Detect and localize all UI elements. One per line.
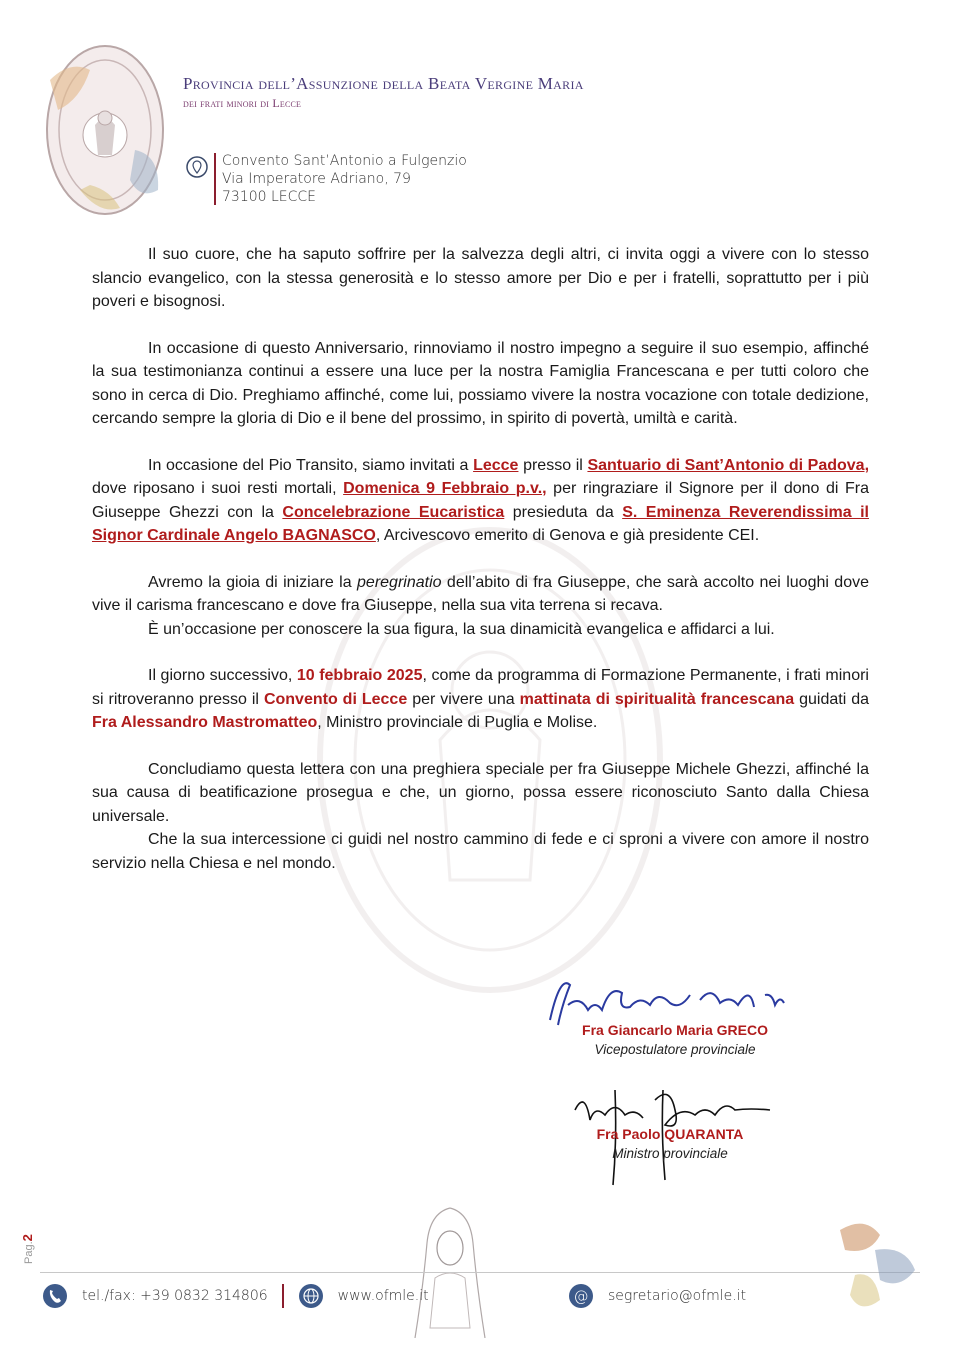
footer-email: [568, 1283, 746, 1309]
p3-text-5: presieduta da: [504, 503, 623, 521]
address-line-1: Convento Sant’Antonio a Fulgenzio: [222, 153, 467, 169]
page-number-value: 2: [20, 1234, 35, 1242]
guide-name: Fra Alessandro Mastromatteo: [92, 714, 318, 731]
next-day-date: 10 febbraio 2025: [296, 667, 423, 684]
p5-text-3: per vivere una: [407, 690, 520, 708]
spirituality-morning: mattinata di spiritualità francescana: [519, 690, 795, 708]
p5-text-2: , come da programma di Formazione Permanente, i frati minori si ritroveranno presso il: [92, 667, 869, 708]
p5-text-1: Il giorno successivo,: [148, 667, 297, 684]
address-block: [222, 152, 467, 206]
signer-1-name: Fra Giancarlo Maria GRECO: [582, 1022, 768, 1038]
footer-phone: [42, 1283, 429, 1309]
p3-text-4: per ringraziare il Signore per il dono di Fra Giuseppe Ghezzi con la: [92, 480, 870, 521]
p3-text-3: dove riposano i suoi resti mortali,: [92, 480, 344, 497]
paragraph-7: Che la sua intercessione ci guidi nel nostro cammino di fede e ci sproni a vivere con amore il nostro servizio nella Chiesa e nel mondo.: [92, 831, 869, 872]
p4-text-1: Avremo la gioia di iniziare la: [148, 573, 358, 591]
p3-text-6: , Arcivescovo emerito di Genova e già presidente CEI.: [375, 527, 760, 544]
signer-2-name: Fra Paolo QUARANTA: [596, 1126, 744, 1142]
p5-text-5: , Ministro provinciale di Puglia e Molise.: [317, 714, 598, 731]
peregrinatio-word: peregrinatio: [357, 573, 442, 591]
paragraph-2: In occasione di questo Anniversario, rinnoviamo il nostro impegno a seguire il suo esempio, affinché la sua testimonianza continui a essere una luce per la nostra Famiglia Francescana e per tutti coloro che sono in cerca di Dio. Preghiamo affinché, come lui, possiamo vivere la nostra vocazione con totale dedizione, cercando sempre la gloria di Dio e il bene del prossimo, in spirito di povertà, umiltà e carità.: [92, 339, 869, 427]
letter-body: [92, 243, 869, 898]
p3-text-1: In occasione del Pio Transito, siamo invitati a: [148, 456, 474, 474]
santuario-name: Santuario di Sant’Antonio di Padova,: [587, 456, 870, 474]
website-link[interactable]: www.ofmle.it: [337, 1288, 429, 1304]
location-pin-icon: [186, 156, 208, 182]
email-at-icon: [568, 1283, 594, 1309]
signature-block-1: [560, 1022, 790, 1057]
province-subtitle: dei frati minori di Lecce: [183, 96, 302, 110]
svg-text:@: @: [573, 1287, 589, 1305]
event-date: Domenica 9 Febbraio p.v.,: [343, 480, 547, 497]
phone-text: tel./fax: +39 0832 314806: [82, 1288, 268, 1304]
paragraph-5: [92, 664, 869, 735]
address-divider: [214, 153, 216, 205]
p4-text-2: dell’abito di fra Giuseppe, che sarà accolto nei luoghi dove vive il carisma francescano e dove fra Giuseppe, nella sua vita terrena si recava.: [92, 573, 870, 614]
province-seal-logo: [40, 40, 170, 220]
email-link[interactable]: segretario@ofmle.it: [608, 1288, 747, 1304]
place-lecce: Lecce: [473, 456, 519, 474]
cardinal-name: S. Eminenza Reverendissima il Signor Cardinale Angelo BAGNASCO: [92, 503, 870, 544]
saint-sketch-illustration: [395, 1198, 505, 1338]
globe-icon: [298, 1283, 324, 1309]
convent-lecce: Convento di Lecce: [263, 690, 408, 708]
signature-block-2: [570, 1126, 770, 1161]
address-line-2: Via Imperatore Adriano, 79: [222, 171, 411, 187]
province-title: Provincia dell’Assunzione della Beata Vergine Maria: [183, 74, 584, 93]
signer-2-role: Ministro provinciale: [612, 1146, 728, 1161]
page-number: [20, 1234, 70, 1264]
footer-separator: [282, 1284, 284, 1308]
phone-icon: [42, 1283, 68, 1309]
p5-text-4: guidati da: [794, 690, 870, 708]
paragraph-3: [92, 454, 869, 548]
page-label: Pag.: [23, 1241, 35, 1264]
concelebration: Concelebrazione Eucaristica: [282, 503, 505, 521]
paragraph-1: Il suo cuore, che ha saputo soffrire per la salvezza degli altri, ci invita oggi a vivere con lo stesso slancio evangelico, con la stessa generosità e lo stesso amore per Dio e per i fratelli, soprattutto per i più poveri e bisognosi.: [92, 246, 869, 310]
paragraph-4: [92, 571, 869, 618]
paragraph-4b: È un’occasione per conoscere la sua figura, la sua dinamicità evangelica e affidarci a lui.: [148, 620, 775, 638]
footer-divider: [40, 1272, 920, 1273]
signer-1-role: Vicepostulatore provinciale: [594, 1042, 756, 1057]
address-line-3: 73100 LECCE: [222, 189, 317, 205]
paragraph-6: Concludiamo questa lettera con una preghiera speciale per fra Giuseppe Michele Ghezzi, affinché la sua causa di beatificazione prosegua e che, un giorno, possa essere riconosciuto Santo dalla Chiesa universale.: [92, 760, 869, 825]
p3-text-2: presso il: [518, 456, 588, 474]
watercolor-decoration: [820, 1210, 930, 1320]
